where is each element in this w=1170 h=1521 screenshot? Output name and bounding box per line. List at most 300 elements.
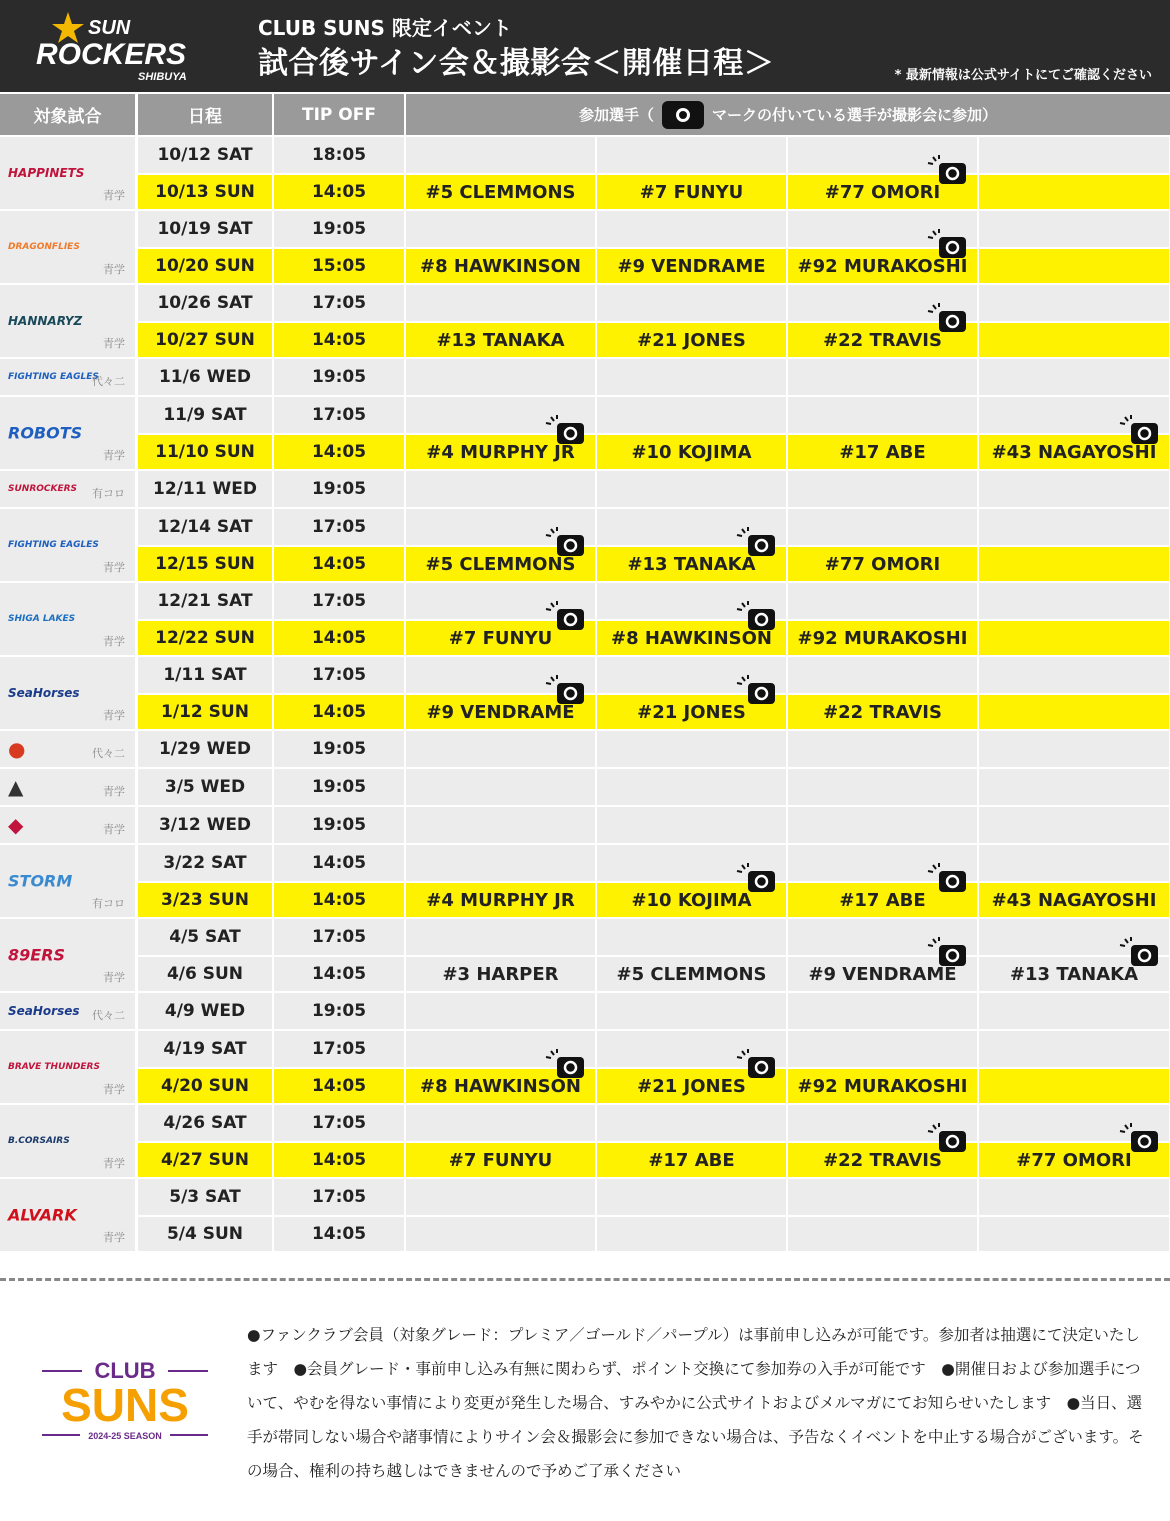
team-cell: [0, 1031, 135, 1103]
schedule-row: [138, 807, 1170, 843]
players-header-post: マークの付いている選手が撮影会に参加）: [712, 106, 998, 124]
player-name: #7 FUNYU: [448, 1149, 553, 1171]
player-cell: [597, 993, 786, 1029]
player-cell: [788, 993, 977, 1029]
camera-icon: [662, 101, 704, 129]
camera-icon: [736, 527, 776, 557]
date-cell: 5/3 SAT: [138, 1179, 272, 1215]
player-name: #4 MURPHY JR: [426, 889, 575, 911]
team-logo: BRAVE THUNDERS: [8, 1062, 100, 1072]
tipoff-cell: 19:05: [274, 769, 404, 805]
date-cell: 10/26 SAT: [138, 285, 272, 321]
player-name: #5 CLEMMONS: [616, 963, 767, 985]
venue-tag: 青学: [103, 263, 125, 276]
tipoff-cell: 17:05: [274, 1179, 404, 1215]
player-cell: [788, 1179, 977, 1215]
player-name: #5 CLEMMONS: [425, 181, 576, 203]
tipoff-cell: 19:05: [274, 359, 404, 395]
player-cell: [979, 1179, 1169, 1215]
player-cell: [979, 769, 1169, 805]
player-cell: [406, 731, 595, 767]
tipoff-cell: 14:05: [274, 1143, 404, 1177]
date-cell: 10/13 SUN: [138, 175, 272, 209]
team-cell: [0, 285, 135, 357]
date-cell: 10/19 SAT: [138, 211, 272, 247]
camera-icon: [927, 863, 967, 893]
player-cell: [788, 657, 977, 693]
player-name: #3 HARPER: [442, 963, 559, 985]
game-block: [0, 397, 1170, 471]
schedule-row: [138, 769, 1170, 805]
team-cell: [0, 397, 135, 469]
player-cell: [597, 249, 786, 283]
player-cell: [406, 359, 595, 395]
player-cell: [979, 883, 1169, 917]
date-cell: 4/9 WED: [138, 993, 272, 1029]
player-name: #22 TRAVIS: [823, 329, 942, 351]
logo-text-top: SUN: [88, 17, 131, 39]
footer-logo-top: CLUB: [94, 1358, 156, 1383]
header-bar: [0, 0, 1170, 92]
player-cell: [979, 249, 1169, 283]
team-cell: [0, 769, 135, 805]
column-header-players: [406, 94, 1170, 135]
footer-logo-bottom: 2024-25 SEASON: [88, 1431, 162, 1441]
tipoff-cell: 14:05: [274, 845, 404, 881]
team-cell: [0, 137, 135, 209]
player-cell: [788, 175, 977, 209]
player-cell: [406, 1217, 595, 1251]
tipoff-cell: 14:05: [274, 175, 404, 209]
schedule-row: [138, 619, 1170, 655]
player-cell: [979, 1217, 1169, 1251]
date-cell: 1/11 SAT: [138, 657, 272, 693]
schedule-row: [138, 1141, 1170, 1177]
player-cell: [979, 695, 1169, 729]
date-cell: 3/22 SAT: [138, 845, 272, 881]
player-name: #13 TANAKA: [436, 329, 565, 351]
schedule-row: [138, 919, 1170, 955]
venue-tag: 代々二: [92, 747, 125, 760]
date-cell: 12/11 WED: [138, 471, 272, 507]
tipoff-cell: 14:05: [274, 621, 404, 655]
player-name: #17 ABE: [839, 441, 926, 463]
date-cell: 4/6 SUN: [138, 957, 272, 991]
player-cell: [597, 1179, 786, 1215]
tipoff-cell: 19:05: [274, 471, 404, 507]
venue-tag: 青学: [103, 971, 125, 984]
player-cell: [597, 137, 786, 173]
player-cell: [406, 1069, 595, 1103]
player-name: #10 KOJIMA: [631, 889, 752, 911]
player-cell: [788, 1217, 977, 1251]
player-cell: [597, 547, 786, 581]
team-logo: SeaHorses: [8, 1004, 80, 1018]
team-cell: [0, 471, 135, 507]
player-name: #77 OMORI: [1016, 1149, 1132, 1171]
player-cell: [788, 1143, 977, 1177]
date-cell: 11/6 WED: [138, 359, 272, 395]
tipoff-cell: 14:05: [274, 547, 404, 581]
team-logo: DRAGONFLIES: [8, 242, 80, 252]
venue-tag: 代々二: [92, 1009, 125, 1022]
player-cell: [788, 883, 977, 917]
footer-logo-main: SUNS: [61, 1379, 189, 1431]
player-cell: [406, 323, 595, 357]
player-cell: [979, 547, 1169, 581]
team-logo: FIGHTING EAGLES: [8, 372, 99, 382]
camera-icon: [545, 415, 585, 445]
player-cell: [979, 583, 1169, 619]
player-name: #10 KOJIMA: [631, 441, 752, 463]
tipoff-cell: 19:05: [274, 993, 404, 1029]
team-cell: [0, 993, 135, 1029]
player-name: #17 ABE: [839, 889, 926, 911]
schedule-row: [138, 509, 1170, 545]
schedule-row: [138, 471, 1170, 507]
schedule-row: [138, 433, 1170, 469]
game-block: [0, 1105, 1170, 1179]
player-cell: [979, 657, 1169, 693]
camera-icon: [927, 229, 967, 259]
logo-text-bottom: SHIBUYA: [138, 71, 187, 83]
tipoff-cell: 14:05: [274, 957, 404, 991]
player-cell: [979, 807, 1169, 843]
player-cell: [788, 695, 977, 729]
camera-icon: [736, 675, 776, 705]
player-name: #8 HAWKINSON: [420, 255, 581, 277]
player-cell: [979, 1143, 1169, 1177]
player-cell: [979, 731, 1169, 767]
player-cell: [406, 249, 595, 283]
player-cell: [597, 211, 786, 247]
schedule-row: [138, 731, 1170, 767]
venue-tag: 青学: [103, 337, 125, 350]
schedule-row: [138, 285, 1170, 321]
player-cell: [406, 1105, 595, 1141]
player-cell: [979, 285, 1169, 321]
team-cell: [0, 1105, 135, 1177]
player-cell: [597, 621, 786, 655]
footer-notes: ●ファンクラブ会員（対象グレード：プレミア／ゴールド／パープル）は事前申し込みが可能です。参加者は抽選にて決定いたします ●会員グレード・事前申し込み有無に関わらず、ポイント交換にて参加券の入手が可能です ●開催日および参加選手について、やむを得ない事情により変更が発生した場合、すみやかに公式サイトおよびメルマガにてお知らせいたします ●当日、選手が帯同しない場合や諸事情によりサイン会＆撮影会に参加できない場合は、予告なくイベントを中止する場合がございます。その場合、権利の持ち越しはできませんので予めご了承ください: [247, 1326, 1144, 1480]
venue-tag: 有コロ: [92, 897, 125, 910]
player-name: #4 MURPHY JR: [426, 441, 575, 463]
player-cell: [406, 621, 595, 655]
player-cell: [406, 695, 595, 729]
schedule-row: [138, 993, 1170, 1029]
player-name: #77 OMORI: [824, 553, 941, 575]
camera-icon: [1119, 415, 1159, 445]
header-subtitle: CLUB SUNS 限定イベント: [258, 16, 512, 40]
team-cell: [0, 509, 135, 581]
team-logo: ALVARK: [8, 1205, 77, 1225]
player-cell: [788, 807, 977, 843]
column-header-tipoff: TIP OFF: [274, 94, 404, 135]
game-block: [0, 993, 1170, 1031]
schedule-table: [0, 137, 1170, 1253]
date-cell: 12/15 SUN: [138, 547, 272, 581]
player-cell: [597, 359, 786, 395]
date-cell: 10/27 SUN: [138, 323, 272, 357]
player-name: #8 HAWKINSON: [420, 1075, 581, 1097]
date-cell: 3/23 SUN: [138, 883, 272, 917]
player-name: #9 VENDRAME: [617, 255, 766, 277]
team-logo: B.CORSAIRS: [8, 1136, 70, 1146]
team-cell: [0, 359, 135, 395]
player-name: #92 MURAKOSHI: [797, 1075, 968, 1097]
schedule-row: [138, 359, 1170, 395]
venue-tag: 代々二: [92, 375, 125, 388]
player-name: #21 JONES: [637, 701, 746, 723]
team-logo: STORM: [8, 871, 73, 891]
player-cell: [788, 359, 977, 395]
tipoff-cell: 14:05: [274, 695, 404, 729]
schedule-row: [138, 545, 1170, 581]
player-cell: [406, 211, 595, 247]
tipoff-cell: 19:05: [274, 807, 404, 843]
player-name: #9 VENDRAME: [808, 963, 957, 985]
team-logo: ▲: [8, 775, 24, 799]
game-block: [0, 211, 1170, 285]
team-logo: ◆: [8, 813, 24, 837]
venue-tag: 有コロ: [92, 487, 125, 500]
schedule-row: [138, 1179, 1170, 1215]
team-logo: SUNROCKERS: [8, 484, 78, 494]
date-cell: 4/5 SAT: [138, 919, 272, 955]
schedule-row: [138, 397, 1170, 433]
player-cell: [788, 323, 977, 357]
player-name: #5 CLEMMONS: [425, 553, 576, 575]
player-cell: [788, 731, 977, 767]
team-logo: SeaHorses: [8, 686, 80, 700]
schedule-row: [138, 845, 1170, 881]
player-name: #21 JONES: [637, 1075, 746, 1097]
team-logo: 89ERS: [8, 945, 66, 965]
tipoff-cell: 17:05: [274, 657, 404, 693]
schedule-row: [138, 657, 1170, 693]
date-cell: 11/9 SAT: [138, 397, 272, 433]
schedule-row: [138, 1031, 1170, 1067]
camera-icon: [1119, 1123, 1159, 1153]
tipoff-cell: 18:05: [274, 137, 404, 173]
game-block: [0, 285, 1170, 359]
game-block: [0, 509, 1170, 583]
venue-tag: 青学: [103, 635, 125, 648]
tipoff-cell: 14:05: [274, 1217, 404, 1251]
venue-tag: 青学: [103, 1231, 125, 1244]
team-logo: HAPPINETS: [8, 166, 85, 180]
venue-tag: 青学: [103, 561, 125, 574]
tipoff-cell: 17:05: [274, 397, 404, 433]
camera-icon: [545, 527, 585, 557]
date-cell: 3/12 WED: [138, 807, 272, 843]
game-block: [0, 137, 1170, 211]
player-name: #8 HAWKINSON: [611, 627, 772, 649]
schedule-row: [138, 1215, 1170, 1251]
player-cell: [597, 435, 786, 469]
player-cell: [979, 471, 1169, 507]
tipoff-cell: 15:05: [274, 249, 404, 283]
team-cell: [0, 731, 135, 767]
camera-icon: [1119, 937, 1159, 967]
player-cell: [597, 471, 786, 507]
player-cell: [406, 137, 595, 173]
tipoff-cell: 17:05: [274, 285, 404, 321]
player-cell: [979, 211, 1169, 247]
camera-icon: [736, 1049, 776, 1079]
date-cell: 4/27 SUN: [138, 1143, 272, 1177]
date-cell: 5/4 SUN: [138, 1217, 272, 1251]
player-name: #21 JONES: [637, 329, 746, 351]
date-cell: 12/22 SUN: [138, 621, 272, 655]
player-cell: [406, 547, 595, 581]
camera-icon: [545, 601, 585, 631]
page-title: 試合後サイン会＆撮影会＜開催日程＞: [258, 46, 775, 81]
team-cell: [0, 583, 135, 655]
team-cell: [0, 211, 135, 283]
date-cell: 4/20 SUN: [138, 1069, 272, 1103]
team-cell: [0, 657, 135, 729]
player-cell: [979, 1069, 1169, 1103]
camera-icon: [545, 675, 585, 705]
header-note: * 最新情報は公式サイトにてご確認ください: [894, 68, 1152, 83]
date-cell: 12/21 SAT: [138, 583, 272, 619]
schedule-row: [138, 321, 1170, 357]
game-block: [0, 919, 1170, 993]
player-cell: [406, 435, 595, 469]
team-cell: [0, 807, 135, 843]
schedule-row: [138, 583, 1170, 619]
player-name: #92 MURAKOSHI: [797, 627, 968, 649]
camera-icon: [736, 601, 776, 631]
schedule-row: [138, 693, 1170, 729]
column-header-date: 日程: [138, 94, 272, 135]
player-cell: [406, 957, 595, 991]
player-cell: [406, 471, 595, 507]
schedule-row: [138, 1067, 1170, 1103]
player-cell: [788, 397, 977, 433]
team-logo: ROBOTS: [8, 423, 83, 443]
player-cell: [597, 1069, 786, 1103]
player-cell: [788, 1031, 977, 1067]
player-cell: [597, 769, 786, 805]
player-cell: [979, 957, 1169, 991]
date-cell: 10/12 SAT: [138, 137, 272, 173]
player-cell: [597, 883, 786, 917]
venue-tag: 青学: [103, 189, 125, 202]
schedule-row: [138, 211, 1170, 247]
player-cell: [979, 137, 1169, 173]
venue-tag: 青学: [103, 823, 125, 836]
player-cell: [597, 175, 786, 209]
player-cell: [979, 435, 1169, 469]
venue-tag: 青学: [103, 1157, 125, 1170]
player-name: #7 FUNYU: [639, 181, 744, 203]
team-cell: [0, 919, 135, 991]
player-cell: [406, 807, 595, 843]
player-cell: [788, 471, 977, 507]
venue-tag: 青学: [103, 449, 125, 462]
player-name: #13 TANAKA: [1009, 963, 1139, 985]
tipoff-cell: 17:05: [274, 509, 404, 545]
player-cell: [406, 845, 595, 881]
player-cell: [597, 807, 786, 843]
player-cell: [597, 323, 786, 357]
player-cell: [406, 175, 595, 209]
camera-icon: [927, 937, 967, 967]
player-cell: [406, 769, 595, 805]
player-cell: [406, 285, 595, 321]
schedule-row: [138, 955, 1170, 991]
schedule-row: [138, 1105, 1170, 1141]
game-block: [0, 471, 1170, 509]
schedule-row: [138, 137, 1170, 173]
player-cell: [597, 397, 786, 433]
game-block: [0, 1179, 1170, 1253]
tipoff-cell: 17:05: [274, 919, 404, 955]
venue-tag: 青学: [103, 1083, 125, 1096]
venue-tag: 青学: [103, 785, 125, 798]
tipoff-cell: 14:05: [274, 323, 404, 357]
player-cell: [979, 509, 1169, 545]
tipoff-cell: 19:05: [274, 211, 404, 247]
player-cell: [788, 1069, 977, 1103]
sunrockers-logo: [30, 8, 220, 86]
player-cell: [788, 509, 977, 545]
players-header-pre: 参加選手（: [578, 106, 654, 124]
tipoff-cell: 14:05: [274, 435, 404, 469]
game-block: [0, 1031, 1170, 1105]
player-cell: [788, 435, 977, 469]
player-cell: [406, 1179, 595, 1215]
game-block: [0, 807, 1170, 845]
player-name: #7 FUNYU: [448, 627, 553, 649]
player-cell: [979, 359, 1169, 395]
team-logo: ●: [8, 737, 26, 761]
player-name: #77 OMORI: [824, 181, 941, 203]
player-cell: [979, 1031, 1169, 1067]
player-cell: [788, 957, 977, 991]
player-cell: [979, 845, 1169, 881]
tipoff-cell: 17:05: [274, 1031, 404, 1067]
schedule-row: [138, 247, 1170, 283]
player-cell: [597, 695, 786, 729]
player-cell: [788, 583, 977, 619]
camera-icon: [927, 303, 967, 333]
date-cell: 4/26 SAT: [138, 1105, 272, 1141]
club-suns-logo: [40, 1355, 210, 1445]
player-cell: [788, 769, 977, 805]
team-logo: HANNARYZ: [8, 314, 83, 328]
player-name: #17 ABE: [648, 1149, 735, 1171]
player-cell: [788, 249, 977, 283]
player-cell: [979, 993, 1169, 1029]
date-cell: 4/19 SAT: [138, 1031, 272, 1067]
player-cell: [406, 993, 595, 1029]
camera-icon: [736, 863, 776, 893]
tipoff-cell: 17:05: [274, 1105, 404, 1141]
player-name: #43 NAGAYOSHI: [991, 889, 1157, 911]
player-cell: [597, 1217, 786, 1251]
schedule-row: [138, 173, 1170, 209]
tipoff-cell: 17:05: [274, 583, 404, 619]
game-block: [0, 731, 1170, 769]
tipoff-cell: 14:05: [274, 883, 404, 917]
game-block: [0, 583, 1170, 657]
camera-icon: [545, 1049, 585, 1079]
schedule-row: [138, 881, 1170, 917]
player-name: #22 TRAVIS: [823, 1149, 942, 1171]
